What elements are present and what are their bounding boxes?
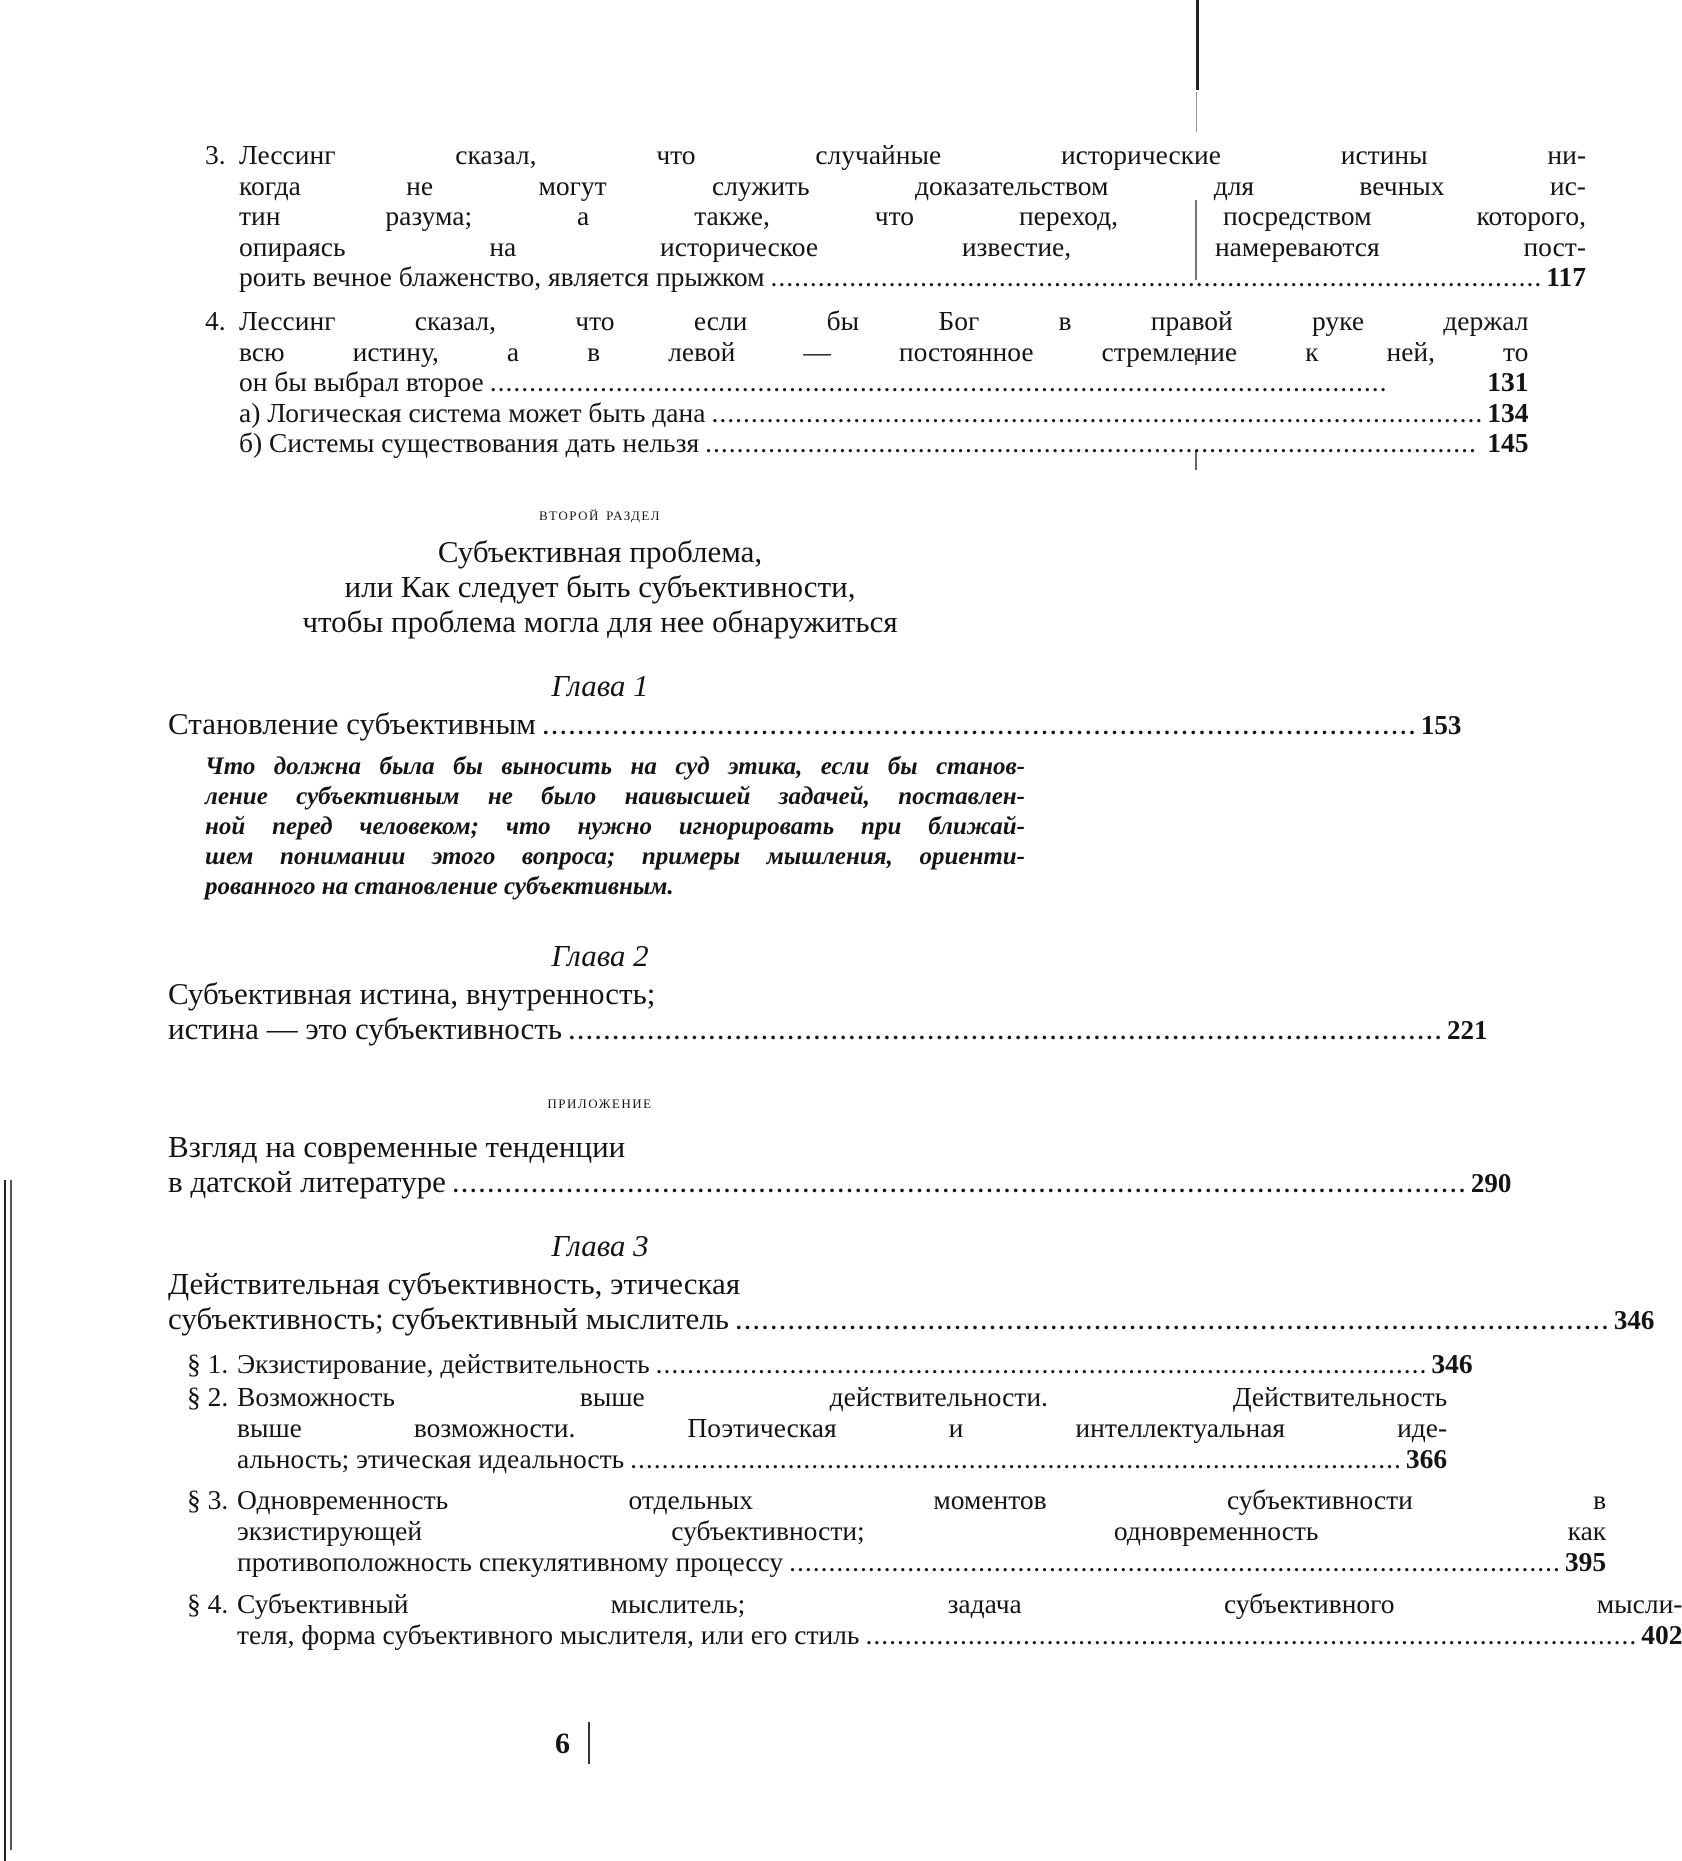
toc-entry-3 (205, 139, 1586, 293)
toc-entry-4 (205, 305, 1529, 459)
toc-leader-line (168, 1010, 1488, 1048)
paragraph-number: § 2. (187, 1381, 229, 1412)
paragraph-line: Возможность выше действительности. Действительность (237, 1381, 1448, 1412)
paragraph-line: Субъективный мыслитель; задача субъективного мысли- (237, 1588, 1682, 1619)
toc-entry-line: тин разума; а также, что переход, посредством которого, (239, 200, 1586, 231)
toc-subitem-text: а) Логическая система может быть дана (239, 396, 706, 428)
paragraph-title: противоположность спекулятивному процессу (237, 1546, 784, 1577)
chapter-title: субъективность; субъективный мыслитель (168, 1300, 729, 1336)
toc-page-number: 221 (1447, 1014, 1488, 1045)
toc-entry-line: роить вечное блаженство, является прыжком (239, 261, 765, 292)
toc-subitem-text: б) Системы существования дать нельзя (239, 427, 700, 458)
toc-entry-line: Лессинг сказал, что если бы Бог в правой руке держал (239, 305, 1529, 336)
toc-entry-line: когда не могут служить доказательством для вечных ис- (239, 169, 1586, 201)
chapter-label: Глава 2 (551, 938, 649, 973)
scan-edge-mark (10, 1180, 12, 1850)
appendix-entry (168, 1129, 1512, 1200)
toc-page-number: 395 (1564, 1546, 1607, 1577)
dot-leader: .................................................................................................. (705, 427, 1477, 458)
toc-entry-number: 4. (205, 305, 226, 336)
toc-subitem-b (239, 428, 1528, 459)
toc-leader-line (237, 1443, 1447, 1474)
dot-leader: .................................................................................................. (770, 261, 1543, 292)
paragraph-title: теля, форма субъективного мыслителя, или его стиль (237, 1619, 860, 1650)
paragraph-number: § 3. (187, 1484, 229, 1515)
scan-edge-mark (4, 1180, 6, 1861)
toc-page-number: 402 (1641, 1619, 1682, 1650)
paragraph-line: Одновременность отдельных моментов субъективности в (237, 1484, 1607, 1515)
toc-leader-line (239, 262, 1586, 293)
toc-page-number: 153 (1420, 710, 1462, 740)
toc-subitem-a (239, 398, 1528, 429)
toc-page-number: 131 (1487, 366, 1529, 397)
toc-page-number: 117 (1546, 261, 1586, 292)
scan-edge-mark (1196, 0, 1199, 90)
paragraph-number: § 1. (187, 1348, 229, 1379)
dot-leader: .................................................................................................. (865, 1619, 1638, 1650)
toc-page-number: 346 (1431, 1348, 1473, 1379)
paragraph-title: Экзистирование, действительность (237, 1348, 650, 1379)
toc-leader-line (168, 1300, 1655, 1338)
dot-leader: .................................................................................................................. (489, 366, 1388, 397)
dot-leader: .................................................................................................... (541, 706, 1417, 741)
toc-entry-line: всю истину, а в левой — постоянное стремление к ней, то (239, 335, 1529, 367)
dot-leader: .................................................................................................. (789, 1546, 1561, 1577)
toc-paragraph-1 (187, 1348, 1473, 1379)
chapter-title: Становление субъективным (168, 706, 536, 741)
toc-page-number: 134 (1487, 396, 1529, 428)
chapter-label: Глава 3 (551, 1228, 649, 1263)
section-title (0, 534, 1200, 639)
section-kicker: второй раздел (539, 504, 661, 525)
toc-entry-number: 3. (205, 139, 226, 170)
paragraph-line: экзистирующей субъективности; одновременность как (237, 1515, 1607, 1546)
summary-line: рованного на становление субъективным. (205, 873, 674, 900)
paragraph-line: выше возможности. Поэтическая и интеллектуальная иде- (237, 1412, 1448, 1443)
toc-entry-line: Лессинг сказал, что случайные исторические истины ни- (239, 139, 1586, 170)
dot-leader: .................................................................................................... (568, 1010, 1443, 1046)
summary-line: шем понимании этого вопроса; примеры мышления, ориенти- (205, 843, 1025, 870)
toc-entry-line: он бы выбрал второе (239, 366, 484, 397)
toc-leader-line (237, 1546, 1606, 1577)
chapter-1-entry (168, 706, 1462, 743)
toc-leader-line (168, 1163, 1512, 1201)
toc-paragraph-4 (187, 1588, 1682, 1650)
summary-line: ление субъективным не было наивысшей задачей, поставлен- (205, 783, 1025, 810)
toc-leader-line (237, 1348, 1473, 1379)
chapter-summary (205, 752, 1025, 902)
paragraph-number: § 4. (187, 1588, 229, 1619)
page-number: 6 (555, 1727, 570, 1760)
chapter-title: Субъективная истина, внутренность; (168, 976, 656, 1011)
summary-line: ной перед человеком; что нужно игнорировать при ближай- (205, 813, 1025, 840)
toc-entry-line: опираясь на историческое известие, намереваются пост- (239, 230, 1586, 262)
toc-page-number: 290 (1470, 1167, 1512, 1198)
appendix-title: Взгляд на современные тенденции (168, 1129, 626, 1164)
toc-page-number: 346 (1613, 1304, 1655, 1335)
chapter-2-entry (168, 976, 1488, 1047)
summary-line: Что должна была бы выносить на суд этика, если бы станов- (205, 753, 1025, 780)
dot-leader: .................................................................................................................... (451, 1163, 1467, 1199)
dot-leader: .................................................................................................. (655, 1348, 1428, 1379)
appendix-kicker: приложение (547, 1092, 653, 1113)
chapter-label: Глава 1 (551, 668, 649, 703)
dot-leader: .................................................................................................... (734, 1300, 1610, 1336)
scan-edge-mark (1196, 92, 1197, 132)
chapter-title: Действительная субъективность, этическая (168, 1266, 741, 1301)
toc-paragraph-3 (187, 1484, 1607, 1577)
dot-leader: .................................................................................................. (711, 396, 1484, 428)
chapter-3-entry (168, 1266, 1655, 1337)
appendix-title: в датской литературе (168, 1163, 446, 1199)
chapter-title: истина — это субъективность (168, 1010, 562, 1046)
toc-paragraph-2 (187, 1381, 1448, 1474)
toc-page-number: 145 (1487, 427, 1529, 458)
section-title-line: или Как следует быть субъективности, (344, 569, 856, 604)
toc-page-number: 366 (1405, 1443, 1448, 1474)
section-title-line: чтобы проблема могла для нее обнаружиться (302, 604, 898, 639)
page-number-divider (588, 1722, 590, 1764)
toc-leader-line (168, 706, 1462, 743)
paragraph-title: альность; этическая идеальность (237, 1443, 625, 1474)
section-title-line: Субъективная проблема, (437, 534, 763, 569)
toc-leader-line (237, 1619, 1682, 1650)
dot-leader: .................................................................................................. (630, 1443, 1402, 1474)
toc-leader-line (239, 367, 1528, 398)
